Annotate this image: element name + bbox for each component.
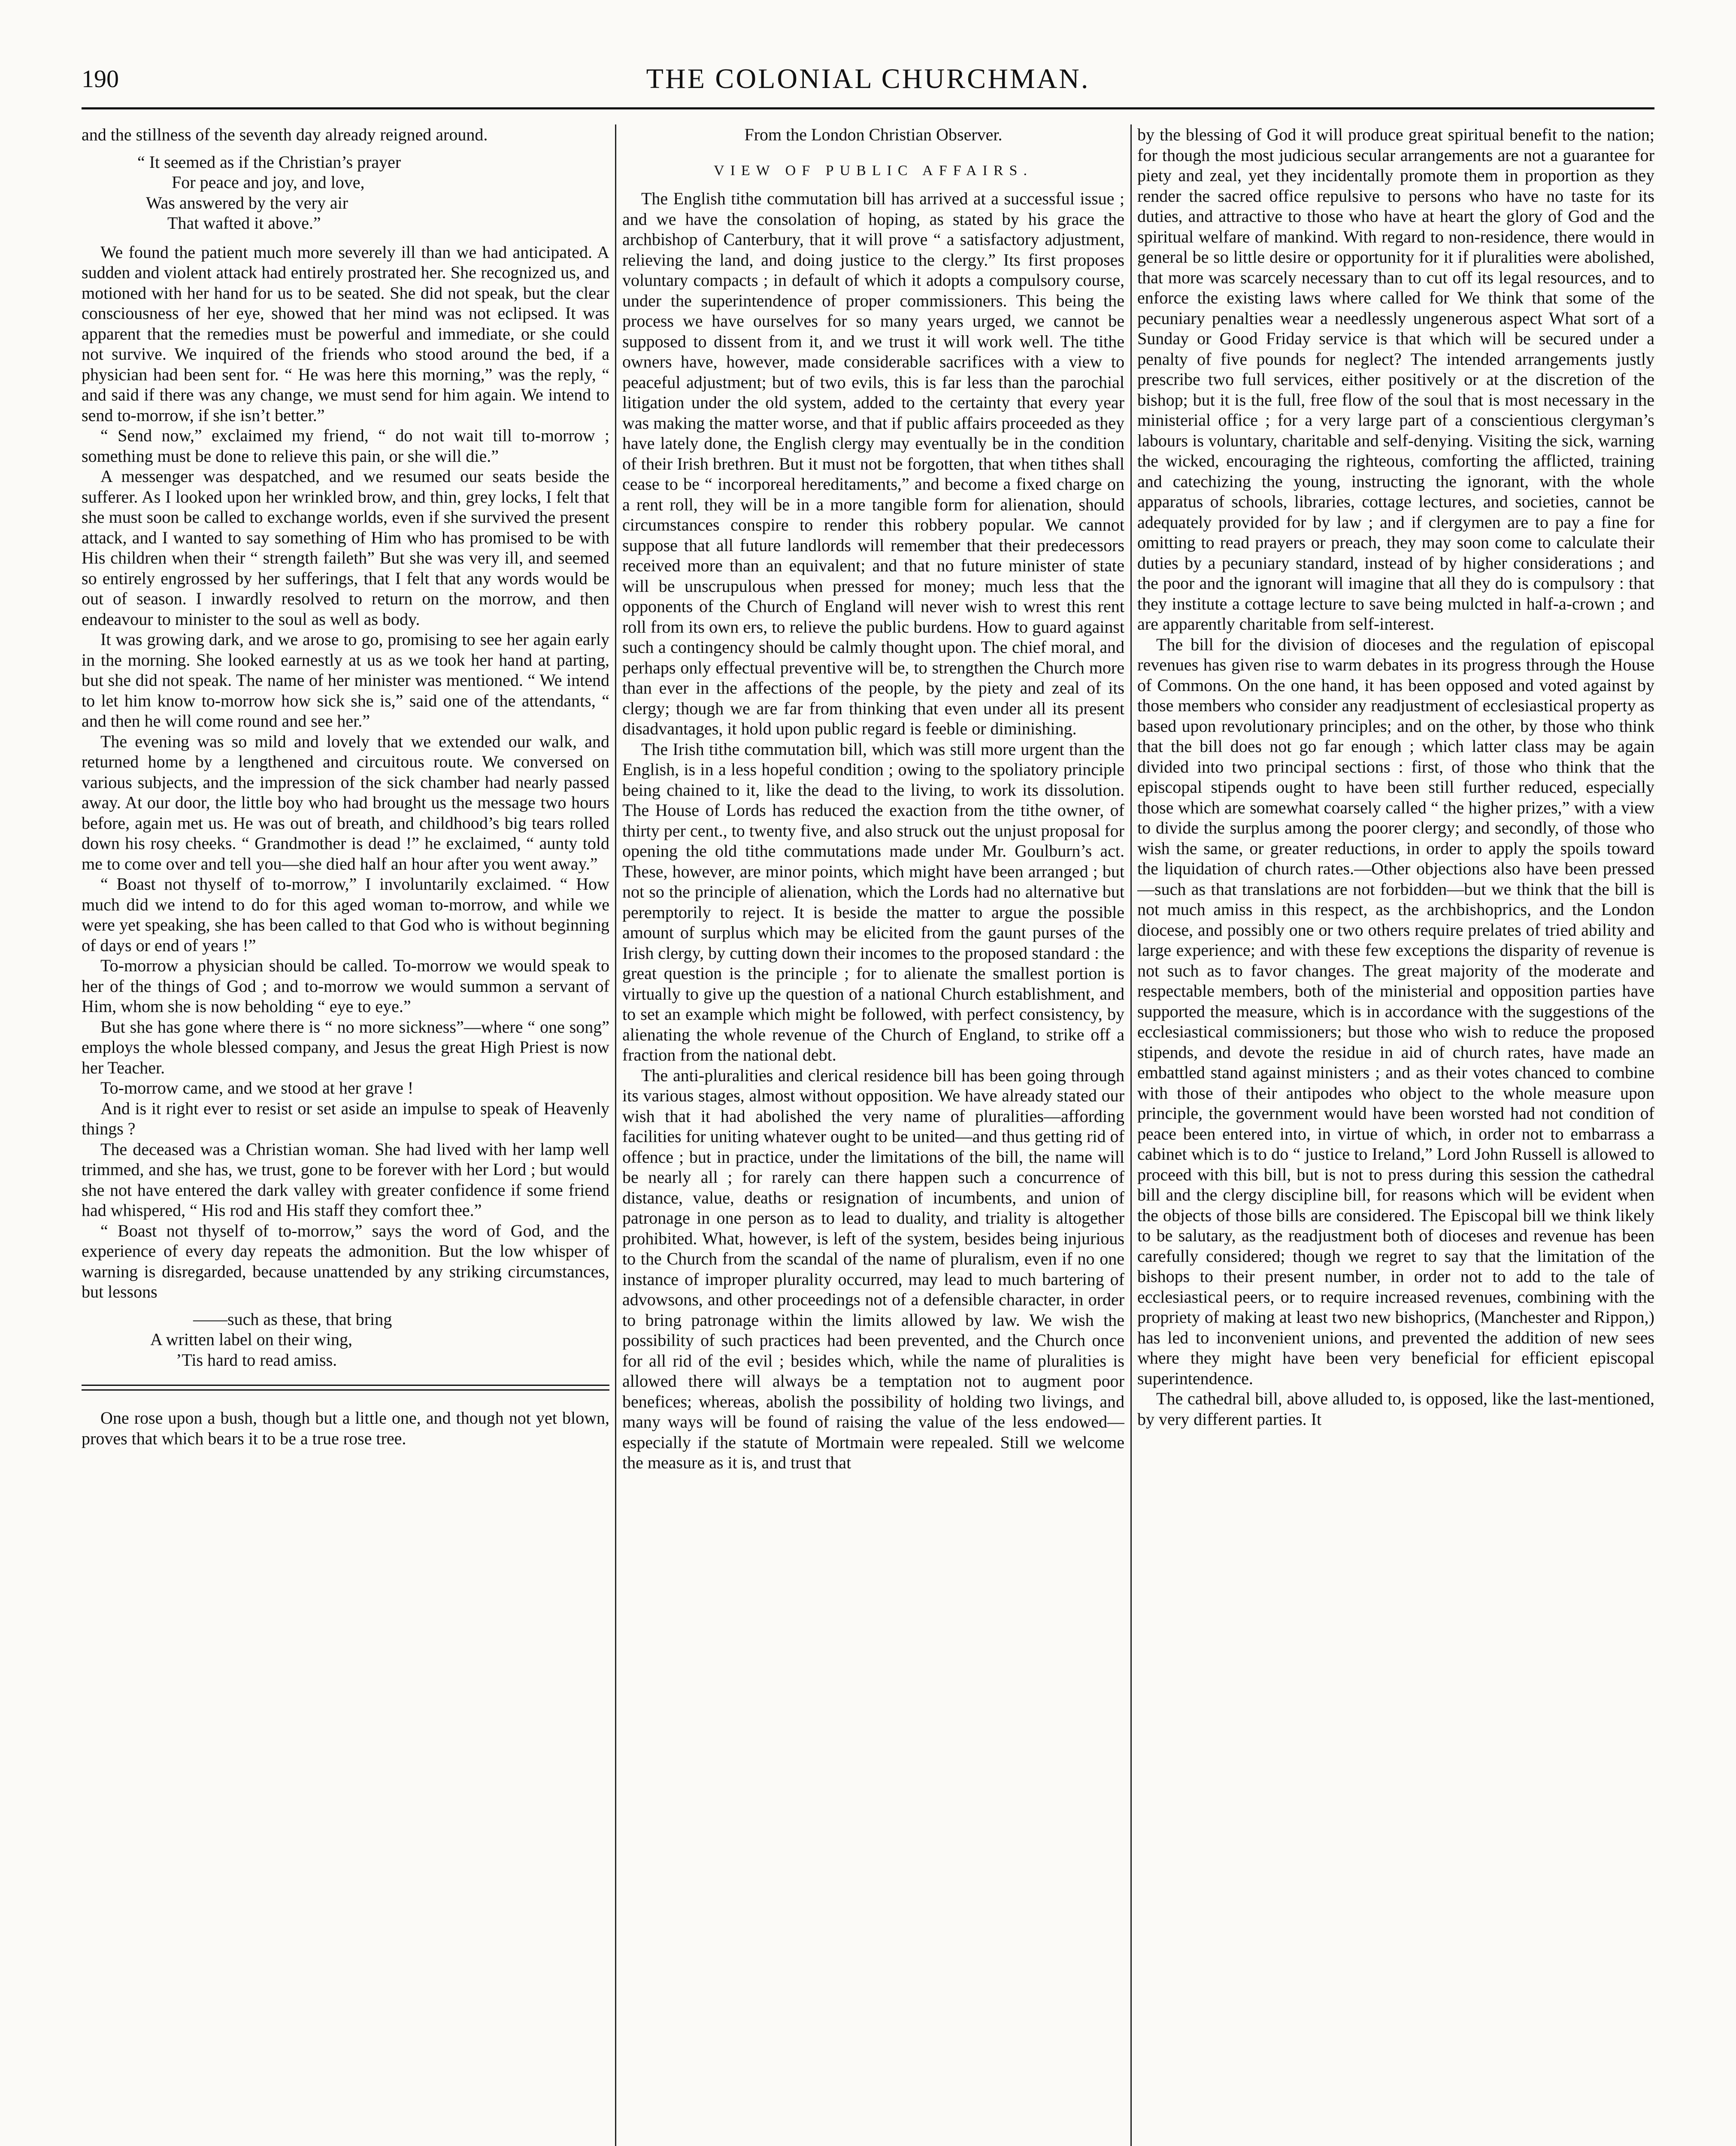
masthead-title: THE COLONIAL CHURCHMAN. [646,63,1090,94]
verse-line: That wafted it above.” [167,213,321,233]
paragraph: We found the patient much more severely ill than we had anticipated. A sudden and violent attack had entirely prostrated her. She recognized us, and motioned with her hand for us to be seated. She did not speak, but the clear consciousness of her eye, showed that her mind was not eclipsed. It was apparent that the remedies must be powerful and immediate, or she could not survive. We inquired of the friends who stood around the bed, if a physician had been sent for. “ He was here this morning,” was the reply, “ and said if there was any change, we must send for him again. We intend to send to-morrow, if she isn’t better.” [82,242,609,425]
column-1 [82,124,609,2146]
source-attribution: From the London Christian Observer. [744,125,1003,144]
paragraph: One rose upon a bush, though but a little one, and though not yet blown, proves that which bears it to be a true rose tree. [82,1408,609,1448]
paragraph: The anti-pluralities and clerical residence bill has been going through its various stages, almost without opposition. We have already stated our wish that it had abolished the very name of pluralities—affording facilities for uniting whatever ought to be united—and thus getting rid of offence ; but in practice, under the limitations of the bill, the name will be nearly all ; for rarely can there happen such a concurrence of distance, value, deaths or resignation of incumbents, and union of patronage in one person as to lead to duality, and triality is altogether prohibited. What, however, is left of the system, besides being injurious to the Church from the scandal of the name of pluralism, even if no one instance of improper plurality occurred, may lead to much bartering of advowsons, and other proceedings not of a defensible character, in order to bring patronage within the limits allowed by law. We wish the possibility of such practices had been prevented, and the Church once for all rid of the evil ; besides which, while the name of pluralities is allowed there will always be a temptation not to augment poor benefices; whereas, abolish the possibility of holding two livings, and many ways will be found of raising the value of the less endowed—especially if the statute of Mortmain were repealed. Still we welcome the measure as it is, and trust that [622,1065,1124,1472]
verse-line: For peace and joy, and love, [172,173,365,192]
section-divider [82,1385,609,1391]
paragraph: A messenger was despatched, and we resumed our seats beside the sufferer. As I looked upon her wrinkled brow, and thin, grey locks, I felt that she must soon be called to exchange worlds, even if she survived the present attack, and I wanted to say something of Him who has promised to be with His children when their “ strength faileth” But she was very ill, and seemed so entirely engrossed by her sufferings, that I felt that any words would be out of season. I inwardly resolved to return on the morrow, and then endeavour to minister to the soul as well as body. [82,467,609,629]
paragraph: by the blessing of God it will produce great spiritual benefit to the nation; for though the most judicious secular arrangements are not a guarantee for piety and zeal, yet they incidentally promote them in proportion as they render the sacred office repulsive to persons who have no taste for its duties, and attractive to those who have at heart the glory of God and the spiritual welfare of mankind. With regard to non-residence, there would in general be so little desire or opportunity for it if pluralities were abolished, that more was scarcely necessary than to cut off its legal resources, and to enforce the existing laws where called for We think that some of the pecuniary penalties wear a needlessly ungenerous aspect What sort of a Sunday or Good Friday service is that which will be secured under a penalty of five pounds for neglect? The intended arrangements justly prescribe two full services, either positively or at the discretion of the bishop; but it is the full, free flow of the soul that is most necessary in the ministerial office ; for a very large part of a conscientious clergyman’s labours is voluntary, charitable and self-denying. Visiting the sick, warning the wicked, encouraging the righteous, comforting the afflicted, training and catechizing the young, instructing the ignorant, with the whole apparatus of schools, libraries, cottage lectures, and societies, cannot be adequately provided for by law ; and if clergymen are to pay a fine for omitting to read prayers or preach, they may soon come to calculate their duties by a pecuniary standard, instead of by higher considerations ; and the poor and the ignorant will imagine that all they do is compulsory : that they institute a cottage lecture to save being mulcted in half-a-crown ; and are apparently charitable from self-interest. [1137,125,1654,633]
paragraph: The bill for the division of dioceses and the regulation of episcopal revenues has given rise to warm debates in its progress through the House of Commons. On the one hand, it has been opposed and voted against by those members who consider any readjustment of ecclesiastical property as based upon revolutionary principles; and on the other, by those who think that the bill does not go far enough ; which latter class may be again divided into two principal sections : first, of those who think that the episcopal stipends ought to have been still further reduced, especially those which are somewhat coarsely called “ the higher prizes,” with a view to divide the surplus among the poorer clergy; and secondly, of those who wish the same, or greater reductions, in order to apply the spoils toward the liquidation of church rates.—Other objections also have been pressed—such as that translations are not forbidden—but we think that the bill is not much amiss in this respect, as the archbishoprics, and the London diocese, and possibly one or two others require prelates of tried ability and large experience; and with these few exceptions the disparity of revenue is not such as to favor changes. The great majority of the moderate and respectable members, both of the ministerial and opposition parties have supported the measure, which is in accordance with the suggestions of the ecclesiastical commissioners; but those who wish to reduce the proposed stipends, and devote the residue in aid of church rates, have made an embattled stand against ministers ; and as their votes chanced to combine with those of their antipodes who object to the whole measure upon principle, the government would have been worsted had not condition of peace been entered into, in virtue of which, in order not to embarrass a cabinet which is to do “ justice to Ireland,” Lord John Russell is allowed to proceed with this bill, but is not to press during this session the cathedral bill and the clergy discipline bill, for reasons which will be evident when the objects of those bills are considered. The Episcopal bill we think likely to be salutary, as the readjustment both of dioceses and revenue has been carefully considered; though we regret to say that the limitation of the bishops to their present number, in order not to add to the tale of ecclesiastical peers, or to require increased revenues, combining with the propriety of making at least two new bishoprics, (Manchester and Rippon,) has led to inconvenient unions, and prevented the addition of new sees where they might have been very beneficial for efficient episcopal superintendence. [1137,634,1654,1388]
paragraph: The deceased was a Christian woman. She had lived with her lamp well trimmed, and she has, we trust, gone to be forever with her Lord ; but would she not have entered the dark valley with greater confidence if some friend had whispered, “ His rod and His staff they comfort thee.” [82,1139,609,1220]
paragraph: “ Send now,” exclaimed my friend, “ do not wait till to-morrow ; something must be done to relieve this pain, or she will die.” [82,426,609,466]
verse-quote [82,1309,609,1370]
verse-line: Was answered by the very air [146,193,348,212]
verse-line: ’Tis hard to read amiss. [176,1350,337,1370]
paragraph: The English tithe commutation bill has arrived at a successful issue ; and we have the consolation of hoping, as stated by his grace the archbishop of Canterbury, that it will prove “ a satisfactory adjustment, relieving the land, and doing justice to the clergy.” Its first proposes voluntary compacts ; in default of which it adopts a compulsory course, under the superintendence of proper commissioners. This being the process we have ourselves for so many years urged, we cannot be supposed to dissent from it, and we trust it will work well. The tithe owners have, however, made considerable sacrifices with a view to peaceful adjustment; but of two evils, this is far less than the parochial litigation under the old system, added to the certainty that every year was making the matter worse, and that if public affairs proceeded as they have lately done, the English clergy may eventually be in the condition of their Irish brethren. But it must not be forgotten, that when tithes shall cease to be “ incorporeal hereditaments,” and become a fixed charge on a rent roll, they will be in a more tangible form for alienation, should circumstances conspire to render this robbery popular. We cannot suppose that all future landlords will remember that their predecessors received more than an equivalent; and that no future minister of state will be unscrupulous when pressed for money; much less that the opponents of the Church of England will never wish to wrest this rent roll from its own ers, to relieve the public burdens. How to guard against such a contingency should be calmly thought upon. The chief moral, and perhaps only effectual preventive will be, to strengthen the Church more than ever in the affections of the people, by the piety and zeal of its clergy; though we are far from thinking that even under all its present disadvantages, it hold upon public regard is feeble or diminishing. [622,189,1124,738]
paragraph: And is it right ever to resist or set aside an impulse to speak of Heavenly things ? [82,1098,609,1138]
page-number: 190 [82,65,119,93]
paragraph: The Irish tithe commutation bill, which was still more urgent than the English, is in a less hopeful condition ; owing to the spoliatory principle being chained to it, like the dead to the living, to work its dissolution. The House of Lords has reduced the exaction from the tithe owner, of thirty per cent., to twenty five, and also struck out the unjust proposal for opening the old tithe commutations made under Mr. Goulburn’s act. These, however, are minor points, which might have been arranged ; but not so the principle of alienation, which the Lords had no alternative but peremptorily to reject. It is beside the matter to argue the possible amount of surplus which may be elicited from the gaunt purses of the Irish clergy, by cutting down their incomes to the proposed standard : the great question is the principle ; for to alienate the smallest portion is virtually to give up the question of a national Church establishment, and to set an example which might be followed, with perfect consistency, by alienating the whole revenue of the Church of England, to strike off a fraction from the national debt. [622,739,1124,1064]
paragraph: To-morrow came, and we stood at her grave ! [100,1078,414,1097]
column-2 [622,124,1124,2146]
verse-line: “ It seemed as if the Christian’s prayer [137,152,401,172]
paragraph: “ Boast not thyself of to-morrow,” I involuntarily exclaimed. “ How much did we intend to do for this aged woman to-morrow, and while we were yet speaking, she has been called to that God who is without beginning of days or end of years !” [82,874,609,955]
column-divider [1130,124,1132,2146]
verse-quote [82,152,609,233]
section-heading: VIEW OF PUBLIC AFFAIRS. [714,162,1033,179]
paragraph: “ Boast not thyself of to-morrow,” says the word of God, and the experience of every day repeats the admonition. But the low whisper of warning is disregarded, because unattended by any striking circumstances, but lessons [82,1221,609,1301]
paragraph: and the stillness of the seventh day already reigned around. [82,125,488,144]
verse-line: A written label on their wing, [150,1330,353,1349]
column-divider [615,124,616,2146]
page-header [82,60,1654,109]
paragraph: To-morrow a physician should be called. To-morrow we would speak to her of the things of God ; and to-morrow we would summon a servant of Him, whom she is now beholding “ eye to eye.” [82,956,609,1016]
verse-line: ——such as these, that bring [193,1309,392,1329]
paragraph: It was growing dark, and we arose to go, promising to see her again early in the morning. She looked earnestly at us as we took her hand at parting, but she did not speak. The name of her minister was mentioned. “ We intend to let him know to-morrow how sick she is,” said one of the attendants, “ and then he will come round and see her.” [82,630,609,730]
paragraph: The cathedral bill, above alluded to, is opposed, like the last-mentioned, by very different parties. It [1137,1389,1654,1429]
column-3 [1137,124,1654,2146]
paragraph: The evening was so mild and lovely that we extended our walk, and returned home by a lengthened and circuitous route. We conversed on various subjects, and the impression of the sick chamber had nearly passed away. At our door, the little boy who had brought us the message two hours before, again met us. He was out of breath, and childhood’s big tears rolled down his rosy cheeks. “ Grandmother is dead !” he exclaimed, “ aunty told me to come over and tell you—she died half an hour after you went away.” [82,731,609,873]
paragraph: But she has gone where there is “ no more sickness”—where “ one song” employs the whole blessed company, and Jesus the great High Priest is now her Teacher. [82,1017,609,1077]
